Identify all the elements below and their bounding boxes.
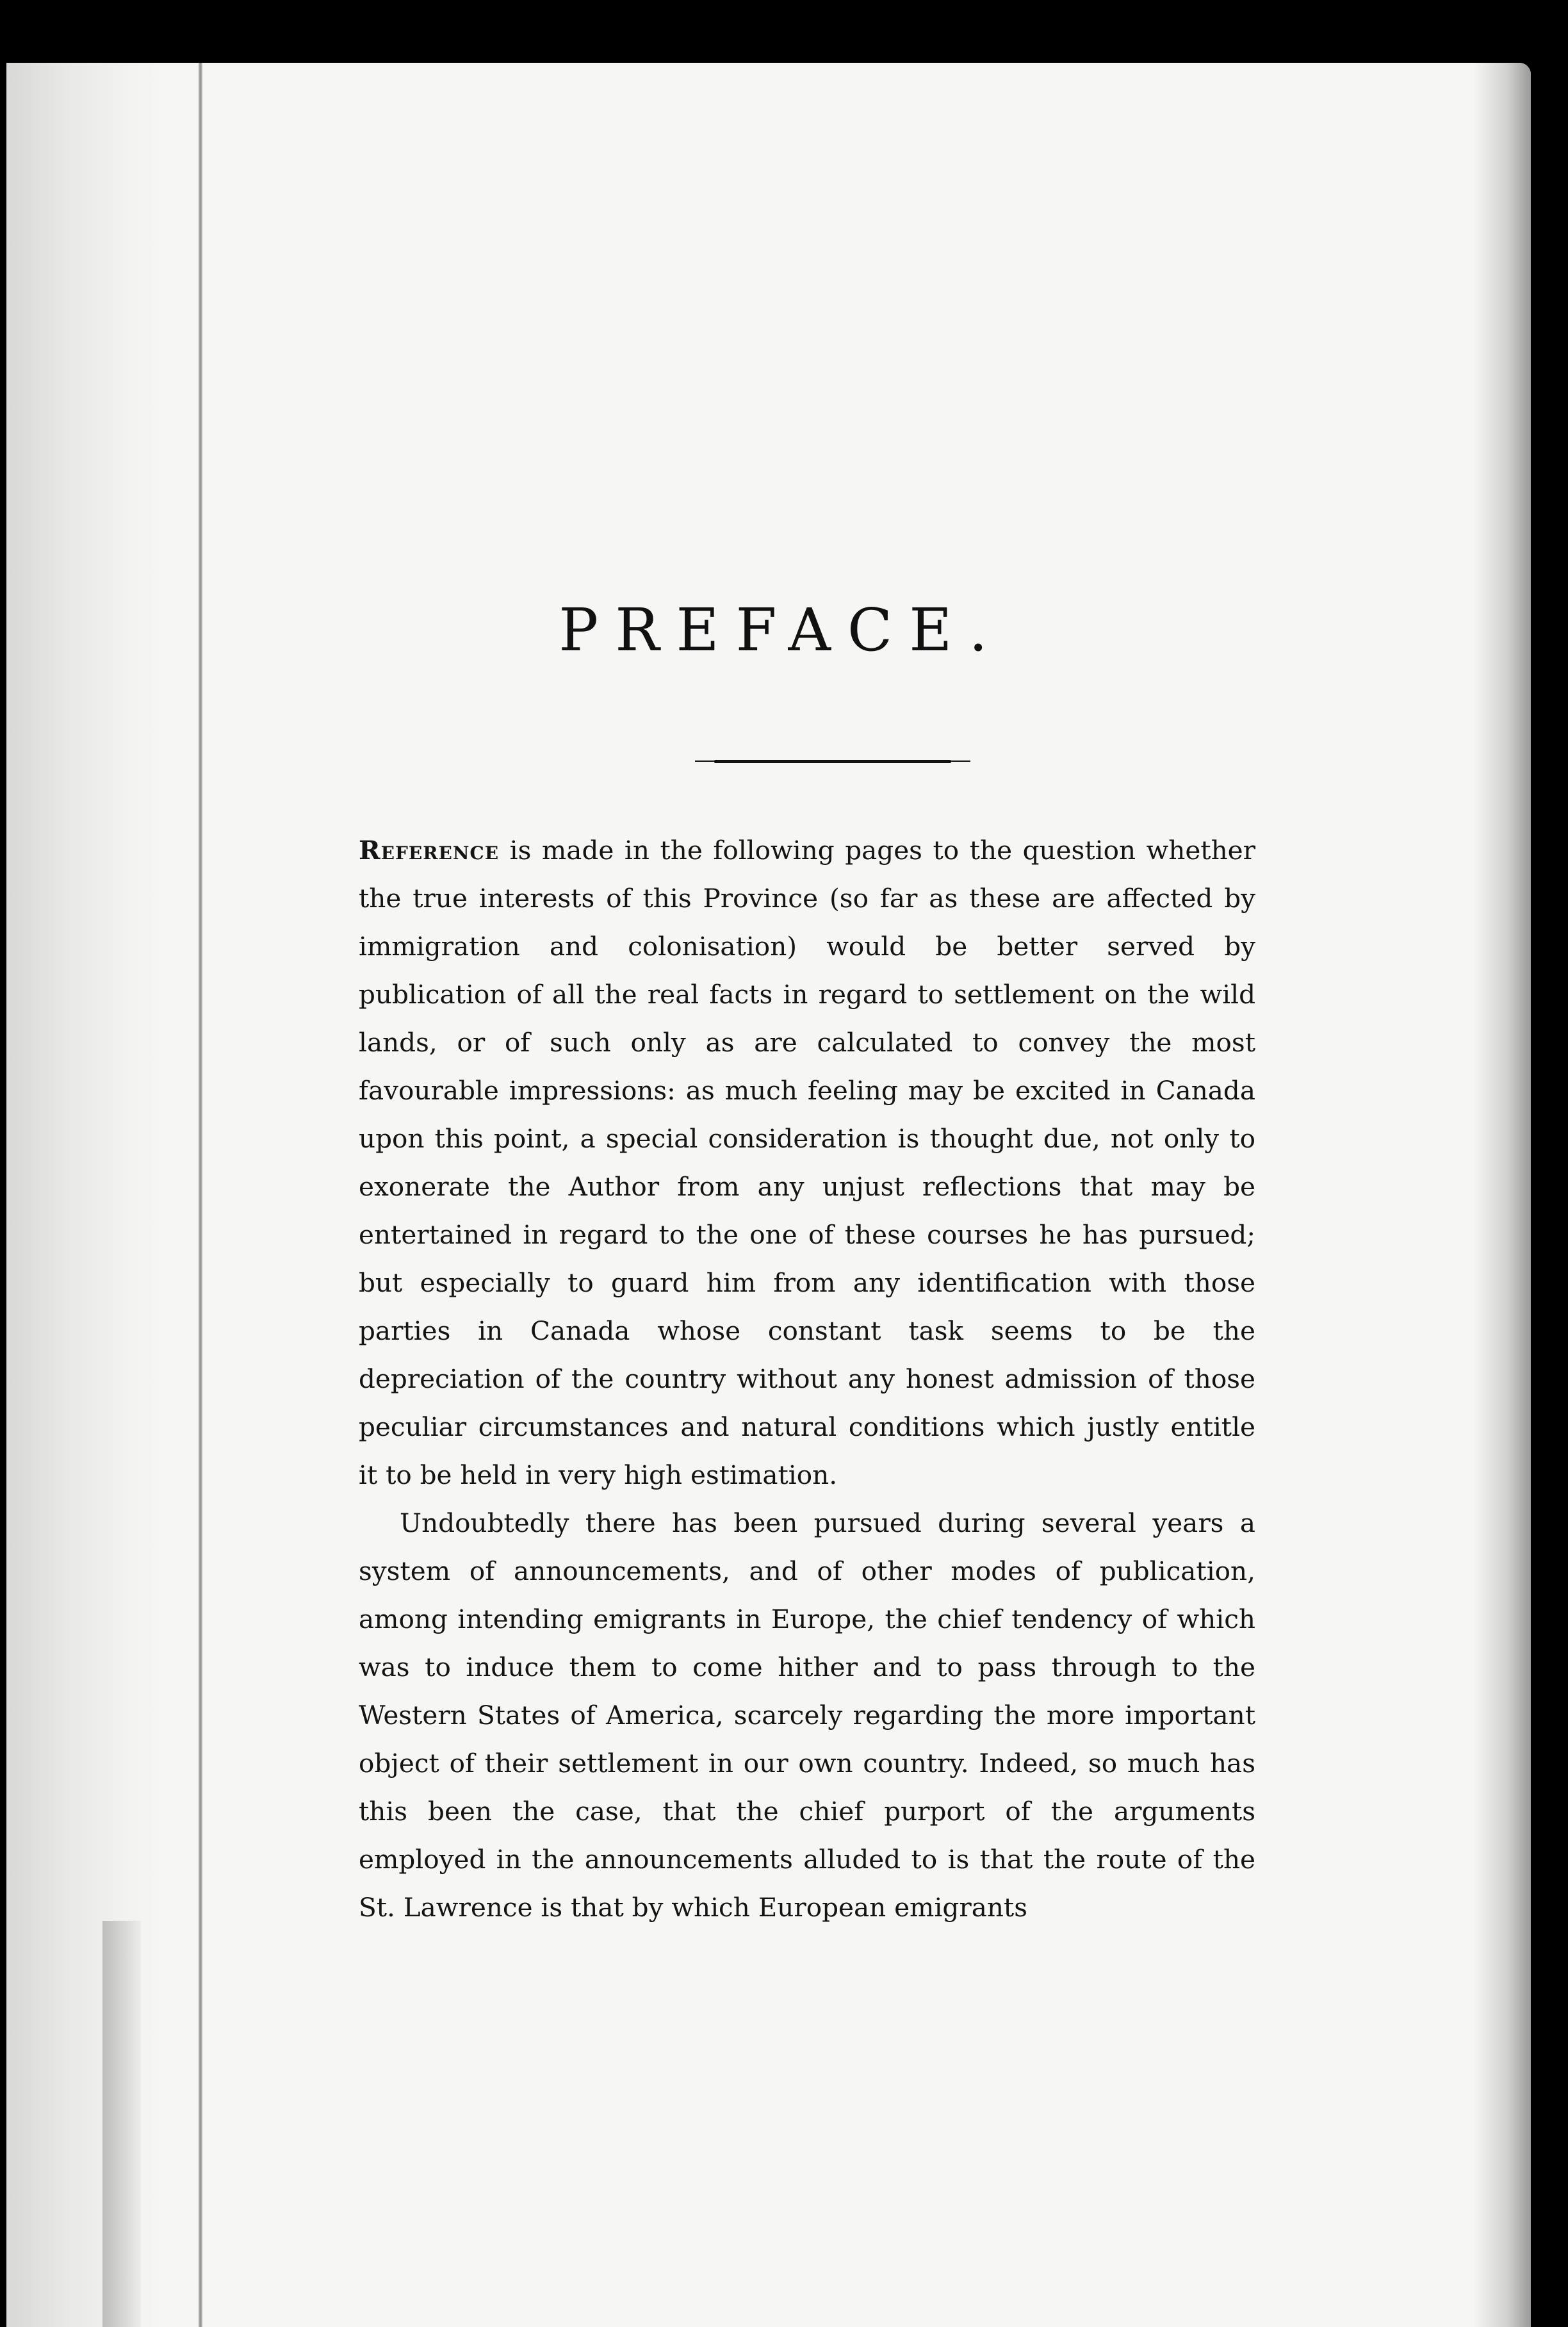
page-right-edge [1473, 63, 1531, 2327]
heading-rule [714, 760, 951, 763]
paragraph-1-text: is made in the following pages to the question whether the true interests of this Province (so far as these are affected by immigration and colonisation) would be better served by publication of all the real facts in regard to settlement on the wild lands, or of such only as are calculated to convey the most favourable impressions: as much feeling may be excited in Canada upon this point, a special consideration is thought due, not only to exonerate the Author from any unjust reflections that may be entertained in regard to the one of these courses he has pursued; but especially to guard him from any identification with those parties in Canada whose constant task seems to be the depreciation of the country without any honest admission of those peculiar circumstances and natural conditions which justly entitle it to be held in very high estimation. [359, 835, 1255, 1490]
fold-smudge [102, 1921, 141, 2327]
spine-shadow [6, 63, 167, 2327]
fold-line [199, 63, 202, 2327]
paragraph-1 [359, 826, 1255, 1499]
paragraph-2: Undoubtedly there has been pursued during several years a system of announcements, and of other modes of publication, among intending emigrants in Europe, the chief tendency of which was to induce them to come hither and to pass through to the Western States of America, scarcely regarding the more important object of their settlement in our own country. Indeed, so much has this been the case, that the chief purport of the arguments employed in the announcements alluded to is that the route of the St. Lawrence is that by which European emigrants [359, 1508, 1255, 1923]
paragraph-lead-word: Reference [359, 835, 500, 866]
page-heading: PREFACE. [559, 596, 1004, 664]
body-text [359, 826, 1255, 1932]
